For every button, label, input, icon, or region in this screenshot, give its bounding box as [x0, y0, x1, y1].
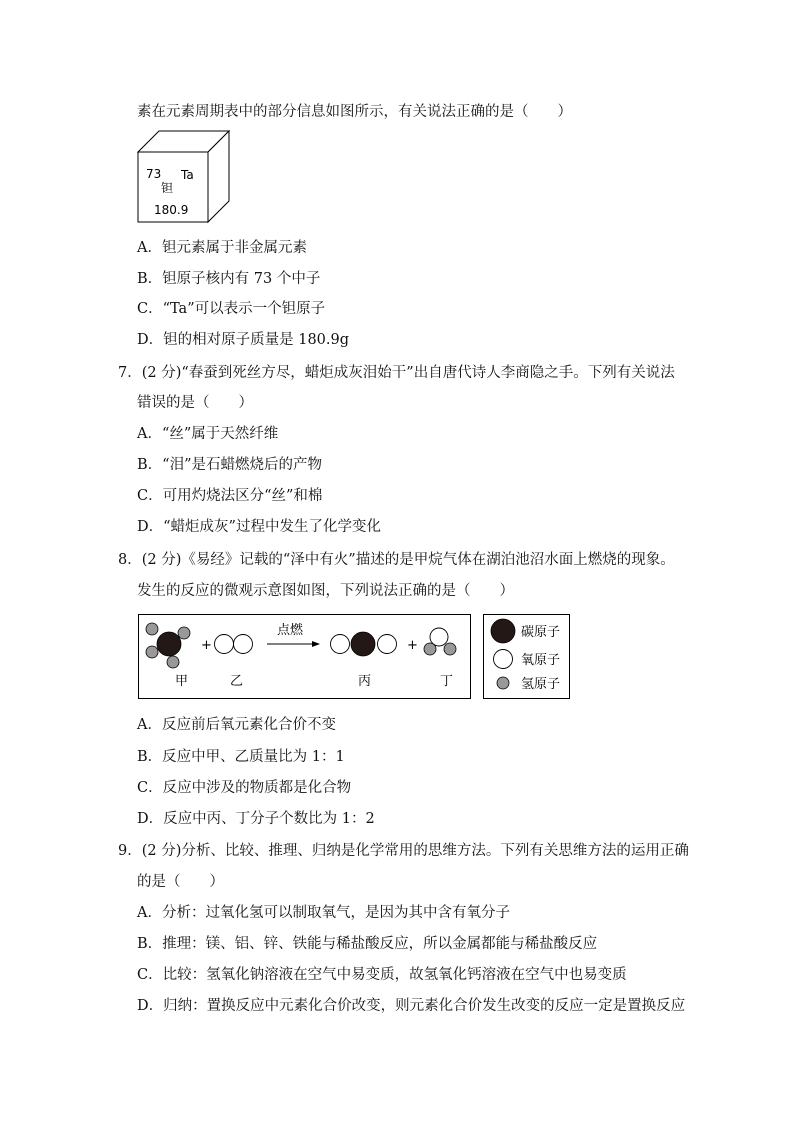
legend-hydrogen-icon	[497, 677, 509, 689]
q6-option-a[interactable]: A．钽元素属于非金属元素	[137, 240, 307, 256]
label-ding: 丁	[440, 674, 454, 689]
q9-stem-line2: 的是（ ）	[137, 874, 224, 890]
label-yi: 乙	[230, 674, 244, 689]
q9-option-b[interactable]: B．推理：镁、铝、锌、铁能与稀盐酸反应，所以金属都能与稀盐酸反应	[137, 936, 598, 952]
q8-stem-line2: 发生的反应的微观示意图如图，下列说法正确的是（ ）	[137, 583, 514, 599]
q7-stem-line1: 7．(2 分)“春蚕到死丝方尽，蜡炬成灰泪始干”出自唐代诗人李商隐之手。下列有关说法	[118, 365, 675, 381]
q6-option-b[interactable]: B．钽原子核内有 73 个中子	[137, 271, 321, 287]
label-jia: 甲	[175, 674, 189, 689]
q9-stem-line1: 9．(2 分)分析、比较、推理、归纳是化学常用的思维方法。下列有关思维方法的运用正确	[118, 843, 689, 859]
legend-carbon: 碳原子	[521, 625, 561, 640]
q8-stem-line1: 8．(2 分)《易经》记载的“泽中有火”描述的是甲烷气体在湖泊池沼水面上燃烧的现象。	[118, 552, 675, 568]
q9-option-a[interactable]: A．分析：过氧化氢可以制取氧气，是因为其中含有氧分子	[137, 905, 510, 921]
label-bing: 丙	[358, 674, 372, 689]
element-symbol: Ta	[181, 168, 194, 182]
q6-option-d[interactable]: D．钽的相对原子质量是 180.9g	[137, 332, 350, 348]
legend-carbon-icon	[491, 619, 515, 643]
q6-option-c[interactable]: C．“Ta”可以表示一个钽原子	[137, 301, 326, 317]
reaction-condition: 点燃	[277, 623, 304, 638]
atomic-mass: 180.9	[154, 203, 189, 217]
q6-stem: 素在元素周期表中的部分信息如图所示，有关说法正确的是（ ）	[137, 104, 572, 120]
q8-option-c[interactable]: C．反应中涉及的物质都是化合物	[137, 780, 352, 796]
atomic-number: 73	[146, 167, 162, 181]
element-name: 钽	[161, 181, 174, 195]
q7-stem-line2: 错误的是（ ）	[137, 395, 253, 411]
plus-sign-2: +	[407, 638, 418, 653]
q8-option-d[interactable]: D．反应中丙、丁分子个数比为 1：2	[137, 811, 375, 827]
reaction-diagram	[137, 612, 573, 702]
q9-option-c[interactable]: C．比较：氢氧化钠溶液在空气中易变质，故氢氧化钙溶液在空气中也易变质	[137, 967, 627, 983]
carbon-dioxide-molecule	[331, 632, 397, 656]
q7-option-c[interactable]: C．可用灼烧法区分“丝”和棉	[137, 488, 323, 504]
q7-option-b[interactable]: B．“泪”是石蜡燃烧后的产物	[137, 457, 322, 473]
plus-sign: +	[201, 638, 212, 653]
legend-oxygen: 氧原子	[521, 653, 561, 668]
q9-option-d[interactable]: D．归纳：置换反应中元素化合价改变，则元素化合价发生改变的反应一定是置换反应	[137, 998, 686, 1014]
element-card	[137, 130, 232, 225]
q7-option-d[interactable]: D．“蜡炬成灰”过程中发生了化学变化	[137, 519, 381, 535]
legend-hydrogen: 氢原子	[521, 677, 561, 692]
q8-option-b[interactable]: B．反应中甲、乙质量比为 1：1	[137, 749, 345, 765]
q7-option-a[interactable]: A．“丝”属于天然纤维	[137, 426, 279, 442]
legend-oxygen-icon	[494, 650, 513, 669]
q8-option-a[interactable]: A．反应前后氧元素化合价不变	[137, 717, 336, 733]
